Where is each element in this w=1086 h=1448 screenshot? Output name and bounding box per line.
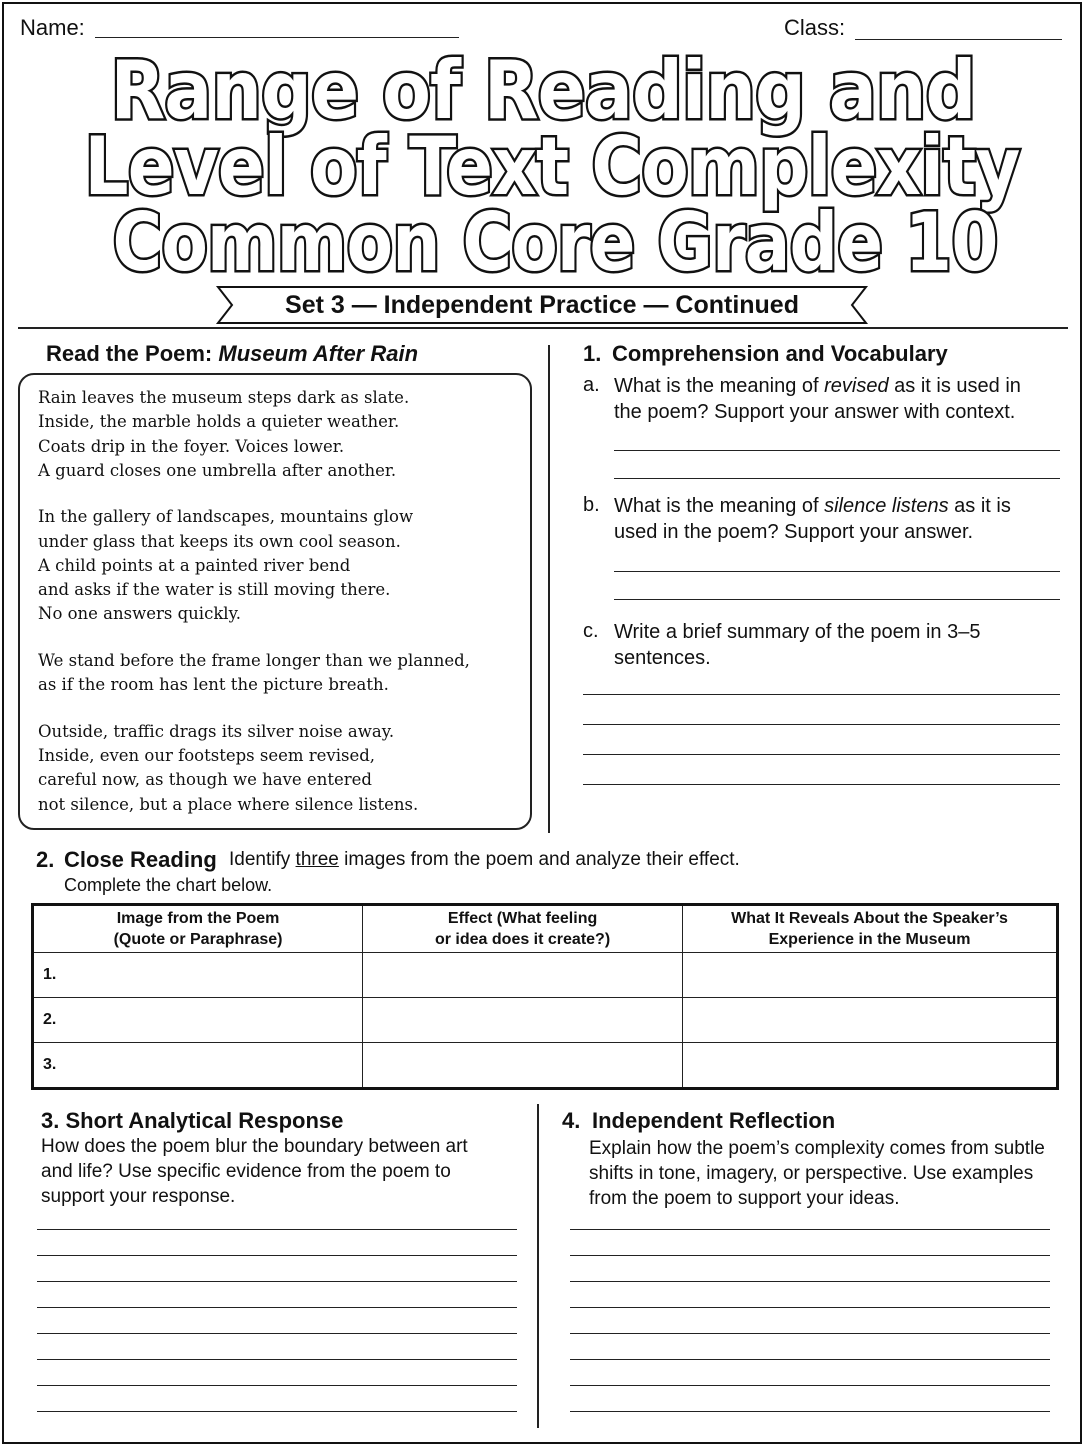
- table-row: [33, 1043, 1058, 1089]
- name-label: Name:: [20, 15, 85, 40]
- reflection-line[interactable]: [570, 1255, 1050, 1256]
- poem-line: A child points at a painted river bend: [38, 556, 351, 575]
- header-divider: [18, 327, 1068, 329]
- section1-number: 1.: [583, 341, 602, 366]
- row-number-cell[interactable]: 1.: [33, 953, 363, 998]
- question-b-text-line2: used in the poem? Support your answer.: [614, 521, 974, 543]
- section3-prompt-line: How does the poem blur the boundary between art: [41, 1136, 468, 1157]
- poem-title: Museum After Rain: [218, 341, 419, 366]
- answer-line-a[interactable]: [614, 478, 1060, 479]
- section1-heading: Comprehension and Vocabulary: [612, 341, 948, 366]
- question-c-letter: c.: [583, 620, 599, 642]
- reflection-line[interactable]: [570, 1333, 1050, 1334]
- table-row: [33, 998, 1058, 1043]
- column-header: [683, 905, 1058, 953]
- section2-number: 2.: [36, 847, 55, 872]
- column-divider-top: [548, 345, 550, 833]
- question-a-letter: a.: [583, 374, 600, 396]
- reflection-line[interactable]: [570, 1229, 1050, 1230]
- poem-line: not silence, but a place where silence listens.: [38, 795, 419, 814]
- question-b-text-pre: What is the meaning of: [614, 495, 825, 517]
- question-b-term: silence listens: [824, 495, 949, 517]
- response-line[interactable]: [37, 1229, 517, 1230]
- poem-line: under glass that keeps its own cool season.: [38, 532, 401, 551]
- class-label: Class:: [784, 15, 846, 40]
- response-line[interactable]: [37, 1333, 517, 1334]
- reveals-cell[interactable]: [683, 1043, 1058, 1089]
- reflection-line[interactable]: [570, 1385, 1050, 1386]
- question-a-text-pre: What is the meaning of: [614, 375, 825, 397]
- reflection-line[interactable]: [570, 1411, 1050, 1412]
- answer-line-b[interactable]: [614, 599, 1060, 600]
- poem-line: Outside, traffic drags its silver noise away.: [38, 722, 395, 741]
- instruction-emphasis: three: [295, 849, 339, 870]
- poem-line: and asks if the water is still moving there.: [38, 580, 391, 599]
- poem-line: No one answers quickly.: [38, 604, 241, 623]
- poem-heading: [46, 341, 418, 367]
- poem-line: We stand before the frame longer than we planned,: [38, 651, 470, 670]
- question-c-text-line2: sentences.: [614, 647, 711, 669]
- answer-line-c[interactable]: [583, 694, 1060, 695]
- column-header-line: Experience in the Museum: [768, 931, 971, 948]
- name-field[interactable]: [95, 37, 459, 38]
- poem-line: Rain leaves the museum steps dark as slate.: [38, 388, 410, 407]
- question-b-text-post: as it is: [948, 495, 1011, 517]
- set-banner-label: Set 3 — Independent Practice — Continued: [285, 291, 799, 319]
- title-line-1: Range of Reading and: [110, 50, 976, 137]
- answer-line-c[interactable]: [583, 754, 1060, 755]
- question-a-text: [614, 373, 1021, 425]
- effect-cell[interactable]: [363, 1043, 683, 1089]
- poem-line: Coats drip in the foyer. Voices lower.: [38, 437, 345, 456]
- poem-line: A guard closes one umbrella after another.: [38, 461, 397, 480]
- section2-instructions: [229, 847, 740, 872]
- instruction-text-post: images from the poem and analyze their effect.: [338, 849, 740, 870]
- question-a-term: revised: [824, 375, 889, 397]
- section4-heading: Independent Reflection: [592, 1108, 836, 1133]
- close-reading-chart: [31, 903, 1059, 1090]
- row-number-cell[interactable]: 2.: [33, 998, 363, 1043]
- column-divider-bottom: [537, 1104, 539, 1428]
- table-row: [33, 953, 1058, 998]
- answer-line-c[interactable]: [583, 724, 1060, 725]
- poem-line: In the gallery of landscapes, mountains glow: [38, 507, 414, 526]
- page-title: [0, 50, 1086, 286]
- question-c-text-line1: Write a brief summary of the poem in 3–5: [614, 621, 981, 643]
- class-field[interactable]: [855, 39, 1062, 40]
- response-line[interactable]: [37, 1281, 517, 1282]
- section2-instructions-line2: Complete the chart below.: [64, 875, 273, 895]
- answer-line-b[interactable]: [614, 571, 1060, 572]
- title-line-3: Common Core Grade 10: [112, 196, 998, 286]
- question-a-text-post: as it is used in: [888, 375, 1021, 397]
- answer-line-a[interactable]: [614, 450, 1060, 451]
- effect-cell[interactable]: [363, 998, 683, 1043]
- reveals-cell[interactable]: [683, 953, 1058, 998]
- reveals-cell[interactable]: [683, 998, 1058, 1043]
- section3-prompt-line: and life? Use specific evidence from the poem to: [41, 1161, 451, 1182]
- reflection-line[interactable]: [570, 1359, 1050, 1360]
- question-b-text: [614, 493, 1011, 545]
- question-b-letter: b.: [583, 494, 600, 516]
- poem-line: Inside, even our footsteps seem revised,: [38, 746, 376, 765]
- effect-cell[interactable]: [363, 953, 683, 998]
- reflection-line[interactable]: [570, 1281, 1050, 1282]
- response-line[interactable]: [37, 1359, 517, 1360]
- column-header-line: or idea does it create?): [434, 931, 611, 948]
- column-header-line: Image from the Poem: [116, 910, 280, 927]
- column-header-line: What It Reveals About the Speaker’s: [731, 910, 1008, 927]
- question-c-text: [614, 619, 980, 671]
- response-line[interactable]: [37, 1307, 517, 1308]
- reflection-line[interactable]: [570, 1307, 1050, 1308]
- section4-number: 4.: [562, 1108, 581, 1133]
- question-a-text-line2: the poem? Support your answer with context.: [614, 401, 1016, 423]
- section2-heading: Close Reading: [64, 847, 217, 872]
- response-line[interactable]: [37, 1255, 517, 1256]
- instruction-text-pre: Identify: [229, 849, 296, 870]
- section4-prompt-line: Explain how the poem’s complexity comes from subtle: [589, 1138, 1045, 1159]
- column-header: [33, 905, 363, 953]
- poem-line: careful now, as though we have entered: [38, 770, 372, 789]
- section4-prompt-line: from the poem to support your ideas.: [589, 1188, 900, 1209]
- answer-line-c[interactable]: [583, 784, 1060, 785]
- response-line[interactable]: [37, 1385, 517, 1386]
- section3-heading: 3. Short Analytical Response: [41, 1108, 344, 1133]
- response-line[interactable]: [37, 1411, 517, 1412]
- section4-prompt-line: shifts in tone, imagery, or perspective. Use examples: [589, 1163, 1034, 1184]
- poem-line: Inside, the marble holds a quieter weather.: [38, 412, 400, 431]
- poem-heading-prefix: Read the Poem:: [46, 341, 219, 366]
- column-header-line: Effect (What feeling: [447, 910, 598, 927]
- column-header: [363, 905, 683, 953]
- title-line-2: Level of Text Complexity: [84, 120, 1020, 213]
- section3-prompt-line: support your response.: [41, 1186, 236, 1207]
- column-header-line: (Quote or Paraphrase): [113, 931, 283, 948]
- row-number-cell[interactable]: 3.: [33, 1043, 363, 1089]
- poem-line: as if the room has lent the picture breath.: [38, 675, 389, 694]
- chart-header-row: [33, 905, 1058, 953]
